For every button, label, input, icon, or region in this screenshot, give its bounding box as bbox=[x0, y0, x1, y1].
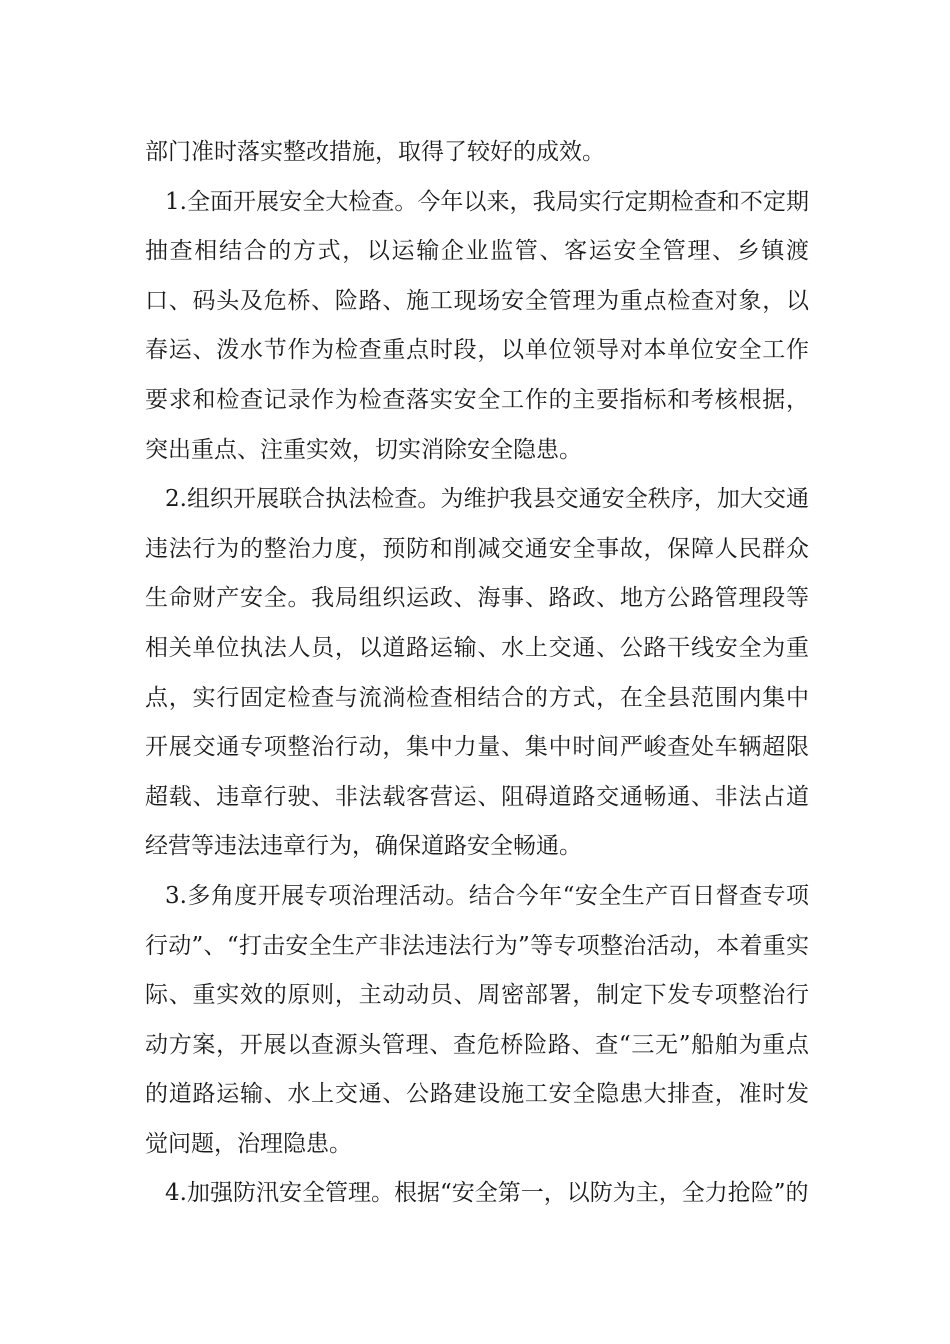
paragraph-item-2: 2.组织开展联合执法检查。为维护我县交通安全秩序，加大交通违法行为的整治力度，预防和削减交通安全事故，保障人民群众生命财产安全。我局组织运政、海事、路政、地方公路管理段等相关单位执法人员，以道路运输、水上交通、公路干线安全为重点，实行固定检查与流淌检查相结合的方式，在全县范围内集中开展交通专项整治行动，集中力量、集中时间严峻查处车辆超限超载、违章行驶、非法载客营运、阻碍道路交通畅通、非法占道经营等违法违章行为，确保道路安全畅通。 bbox=[145, 486, 809, 860]
document-body bbox=[145, 128, 809, 1219]
paragraph-continuation: 部门准时落实整改措施，取得了较好的成效。 bbox=[145, 139, 605, 165]
paragraph-item-3: 3.多角度开展专项治理活动。结合今年“安全生产百日督查专项行动”、“打击安全生产非法违法行为”等专项整治活动，本着重实际、重实效的原则，主动动员、周密部署，制定下发专项整治行动方案，开展以查源头管理、查危桥险路、查“三无”船舶为重点的道路运输、水上交通、公路建设施工安全隐患大排查，准时发觉问题，治理隐患。 bbox=[145, 882, 809, 1157]
paragraph-item-1: 1.全面开展安全大检查。今年以来，我局实行定期检查和不定期抽查相结合的方式，以运输企业监管、客运安全管理、乡镇渡口、码头及危桥、险路、施工现场安全管理为重点检查对象，以春运、泼水节作为检查重点时段，以单位领导对本单位安全工作要求和检查记录作为检查落实安全工作的主要指标和考核根据，突出重点、注重实效，切实消除安全隐患。 bbox=[145, 188, 809, 463]
paragraph-item-4: 4.加强防汛安全管理。根据“安全第一，以防为主，全力抢险”的 bbox=[165, 1180, 809, 1207]
